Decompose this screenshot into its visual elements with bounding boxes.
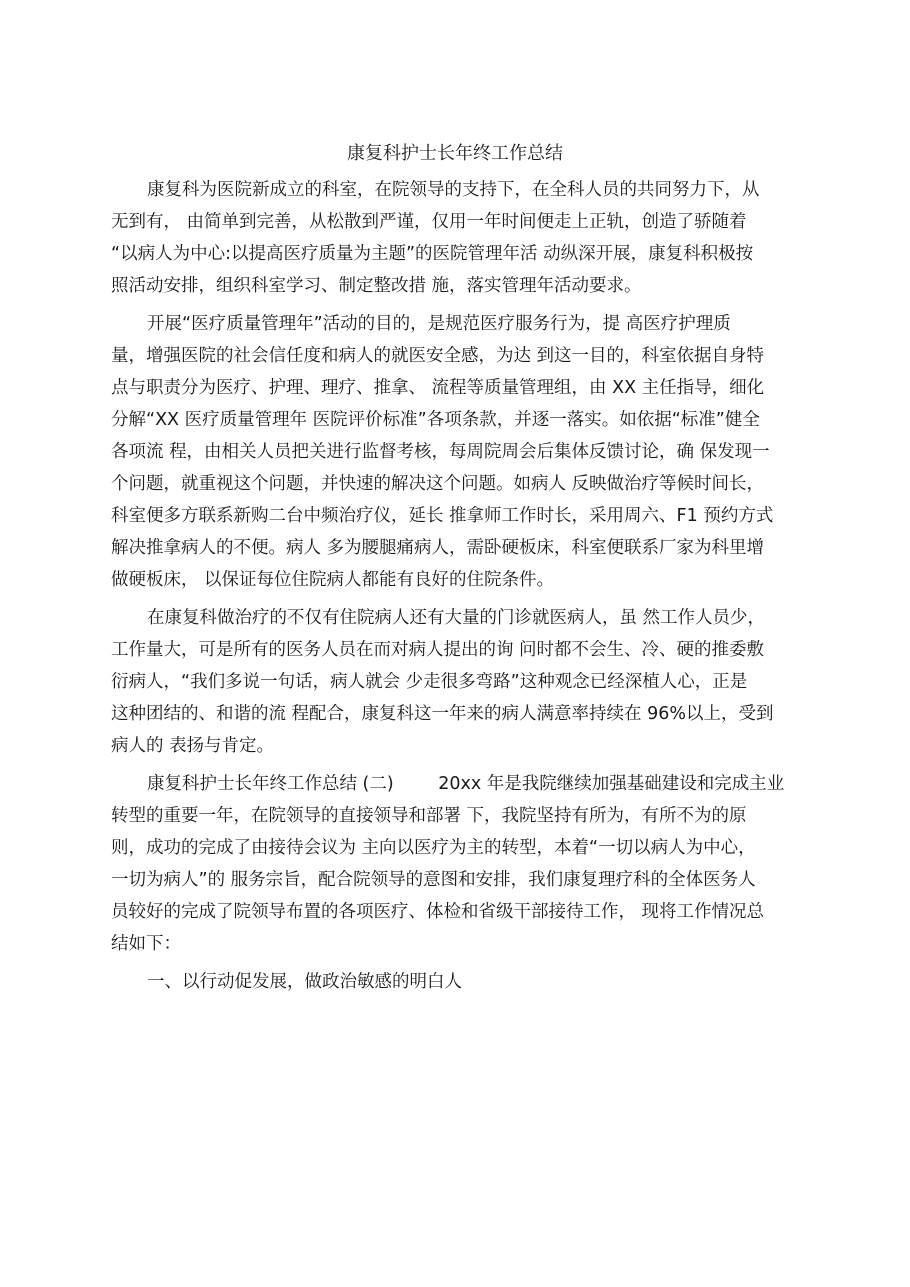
text-line: 衍病人，“我们多说一句话，病人就会 少走很多弯路”这种观念已经深植人心，正是: [111, 672, 748, 692]
text-line: 在康复科做治疗的不仅有住院病人还有大量的门诊就医病人，虽 然工作人员少，: [147, 608, 766, 628]
text-line: 分解“XX 医疗质量管理年 医院评价标准”各项条款，并逐一落实。如依据“标准”健全: [111, 410, 760, 430]
text-line: 结如下：: [111, 934, 181, 954]
text-line: 解决推拿病人的不便。病人 多为腰腿痛病人，需卧硬板床，科室便联系厂家为科里增: [111, 538, 765, 558]
text-line: 工作量大，可是所有的医务人员在而对病人提出的询 问时都不会生、冷、硬的推委敷: [111, 640, 765, 660]
document-title: 康复科护士长年终工作总结: [347, 143, 563, 164]
text-line: 量，增强医院的社会信任度和病人的就医安全感，为达 到这一目的，科室依据自身特: [111, 346, 765, 366]
paragraph-2: [111, 308, 801, 596]
paragraph-4: [111, 768, 801, 960]
text-line: 各项流 程，由相关人员把关进行监督考核，每周院周会后集体反馈讨论，确 保发现一: [111, 442, 770, 462]
text-line: “以病人为中心:以提高医疗质量为主题”的医院管理年活 动纵深开展，康复科积极按: [111, 244, 754, 264]
text-line: 个问题，就重视这个问题，并快速的解决这个问题。如病人 反映做治疗等候时间长，: [111, 474, 765, 494]
text-line: 点与职责分为医疗、护理、理疗、推拿、 流程等质量管理组，由 XX 主任指导，细化: [111, 378, 765, 398]
text-line: 开展“医疗质量管理年”活动的目的，是规范医疗服务行为，提 高医疗护理质: [147, 314, 731, 334]
text-line: 无到有， 由简单到完善，从松散到严谨，仅用一年时间便走上正轨，创造了骄随着: [111, 212, 747, 232]
section-heading: [111, 966, 801, 998]
text-line: 康复科为医院新成立的科室，在院领导的支持下，在全科人员的共同努力下，从: [147, 180, 760, 200]
text-line: 则，成功的完成了由接待会议为 主向以医疗为主的转型，本着“一切以病人为中心，: [111, 838, 756, 858]
document-body: [111, 174, 801, 1004]
text-line: 员较好的完成了院领导布置的各项医疗、体检和省级干部接待工作， 现将工作情况总: [111, 902, 765, 922]
text-line: 照活动安排，组织科室学习、制定整改措 施，落实管理年活动要求。: [111, 276, 642, 296]
text-line: 科室便多方联系新购二台中频治疗仪，延长 推拿师工作时长，采用周六、F1 预约方式: [111, 506, 774, 526]
text-line: 康复科护士长年终工作总结 (二) 20xx 年是我院继续加强基础建设和完成主业: [147, 774, 785, 794]
paragraph-1: [111, 174, 801, 302]
text-line: 转型的重要一年，在院领导的直接领导和部署 下，我院坚持有所为，有所不为的原: [111, 806, 747, 826]
text-line: 做硬板床， 以保证每位住院病人都能有良好的住院条件。: [111, 570, 555, 590]
text-line: 病人的 表扬与肯定。: [111, 736, 275, 756]
text-line: 这种团结的、和谐的流 程配合，康复科这一年来的病人满意率持续在 96%以上，受到: [111, 704, 774, 724]
paragraph-3: [111, 602, 801, 762]
text-line: 一、以行动促发展，做政治敏感的明白人: [147, 972, 462, 992]
text-line: 一切为病人”的 服务宗旨，配合院领导的意图和安排，我们康复理疗科的全体医务人: [111, 870, 756, 890]
